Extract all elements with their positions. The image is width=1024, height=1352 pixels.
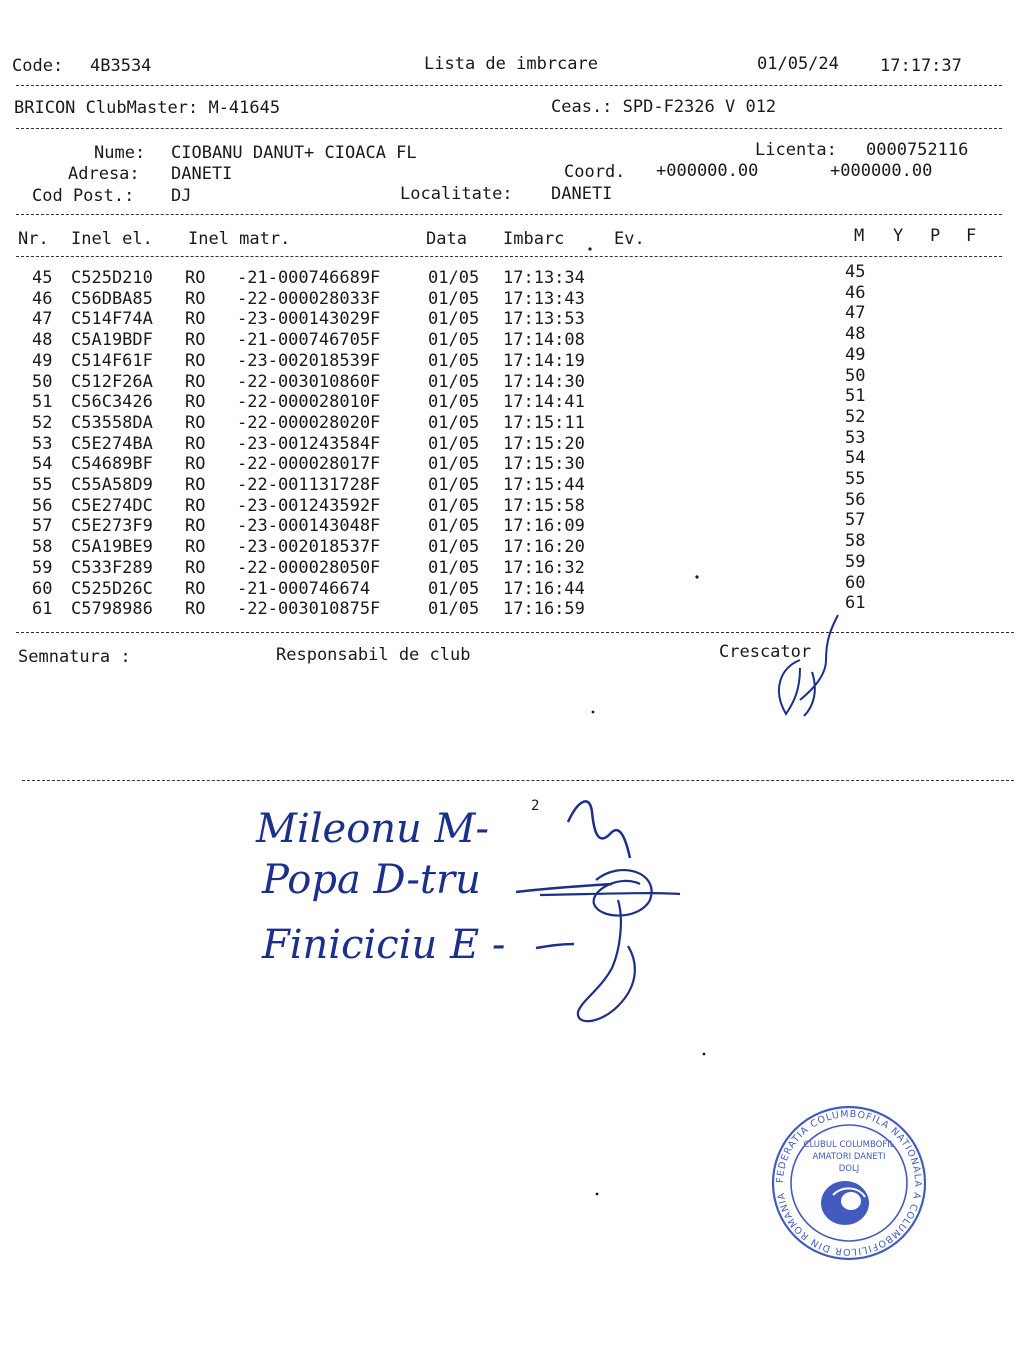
row-inel-el: C514F61F [71,350,153,371]
row-date: 01/05 [428,475,480,495]
row-m: 50 [845,365,866,386]
stray-dot [596,1193,599,1196]
row-nr: 48 [32,330,53,351]
svg-text:CLUBUL COLUMBOFIL: CLUBUL COLUMBOFIL [803,1140,895,1150]
handwritten-name-1: Mileonu M- [256,806,490,852]
row-inel-matr: -22-000028050F [237,557,381,578]
row-date: 01/05 [428,495,480,516]
row-inel-matr: -21-000746705F [237,330,381,351]
row-m: 61 [845,593,866,614]
row-nr: 49 [32,350,53,371]
row-country: RO [185,599,206,620]
row-date: 01/05 [428,537,480,558]
row-date: 01/05 [428,288,480,309]
row-date: 01/05 [428,578,480,599]
row-nr: 56 [32,495,53,516]
print-time: 17:17:37 [880,56,962,76]
row-date: 01/05 [428,454,480,475]
address-value: DANETI [171,164,233,184]
col-y: Y [893,226,904,246]
row-country: RO [185,350,206,371]
row-inel-matr: -23-001243592F [237,495,381,516]
row-time: 17:15:58 [503,495,585,516]
postal-label: Cod Post.: [32,186,135,206]
col-p: P [930,226,941,246]
row-date: 01/05 [428,371,480,392]
row-inel-el: C5A19BE9 [71,537,153,558]
print-date: 01/05/24 [757,54,839,74]
address-label: Adresa: [68,164,140,184]
row-country: RO [185,557,206,578]
row-date: 01/05 [428,599,480,620]
stray-dot [592,711,595,714]
license-value: 0000752116 [866,140,969,160]
row-m: 52 [845,406,866,427]
row-nr: 61 [32,599,53,620]
breeder-label: Crescator [719,642,812,662]
row-m: 59 [845,551,866,572]
row-nr: 60 [32,578,53,599]
stray-dot [695,575,698,578]
col-data: Data [426,229,467,249]
col-inel-matr: Inel matr. [188,229,291,249]
col-f: F [966,226,977,246]
row-nr: 59 [32,557,53,578]
locality-label: Localitate: [400,184,513,204]
row-m: 58 [845,531,866,552]
row-nr: 55 [32,475,53,495]
row-inel-matr: -22-000028020F [237,412,381,433]
row-nr: 51 [32,392,53,413]
row-country: RO [185,330,206,351]
row-time: 17:15:11 [503,412,585,433]
row-time: 17:14:08 [503,330,585,351]
row-inel-el: C5A19BDF [71,330,153,351]
row-inel-el: C56C3426 [71,392,153,413]
row-m: 57 [845,510,866,531]
row-time: 17:14:19 [503,350,585,371]
row-country: RO [185,288,206,309]
code-label: Code: [12,56,64,76]
row-m: 53 [845,427,866,448]
row-country: RO [185,392,206,413]
col-nr: Nr. [18,229,49,249]
row-date: 01/05 [428,412,480,433]
row-time: 17:16:09 [503,516,585,537]
row-inel-el: C5E274DC [71,495,153,516]
row-date: 01/05 [428,309,480,330]
row-inel-el: C533F289 [71,557,153,578]
row-nr: 53 [32,433,53,454]
row-inel-matr: -21-000746674 [237,578,371,599]
row-m: 49 [845,344,866,365]
col-imbarc: Imbarc [503,229,565,249]
row-nr: 57 [32,516,53,537]
row-time: 17:15:44 [503,475,585,495]
row-m: 47 [845,303,866,324]
row-inel-el: C55A58D9 [71,475,153,495]
row-time: 17:15:30 [503,454,585,475]
row-inel-el: C512F26A [71,371,153,392]
row-date: 01/05 [428,350,480,371]
row-nr: 45 [32,268,53,288]
row-m: 54 [845,448,866,469]
row-inel-el: C525D210 [71,268,153,288]
row-date: 01/05 [428,268,480,288]
row-time: 17:14:41 [503,392,585,413]
responsible-label: Responsabil de club [276,645,471,665]
row-inel-matr: -22-001131728F [237,475,381,495]
handwritten-dash-3 [536,944,574,948]
row-country: RO [185,495,206,516]
row-inel-matr: -22-000028017F [237,454,381,475]
row-country: RO [185,433,206,454]
handwritten-name-2: Popa D-tru [262,857,481,903]
row-nr: 58 [32,537,53,558]
row-country: RO [185,475,206,495]
row-inel-el: C5E274BA [71,433,153,454]
breeder-signature [779,615,838,716]
signature-label: Semnatura : [18,647,131,667]
row-time: 17:16:20 [503,537,585,558]
row-inel-matr: -23-002018539F [237,350,381,371]
name-label: Nume: [94,143,146,163]
row-nr: 54 [32,454,53,475]
row-nr: 47 [32,309,53,330]
row-inel-el: C53558DA [71,412,153,433]
row-inel-matr: -22-003010875F [237,599,381,620]
row-date: 01/05 [428,557,480,578]
row-country: RO [185,537,206,558]
locality-value: DANETI [551,184,613,204]
row-inel-matr: -22-000028033F [237,288,381,309]
svg-text:AMATORI DANETI: AMATORI DANETI [812,1152,886,1162]
clock-info: Ceas.: SPD-F2326 V 012 [551,97,777,117]
col-m: M [854,226,865,246]
row-time: 17:13:53 [503,309,585,330]
row-inel-matr: -22-003010860F [237,371,381,392]
document-title: Lista de imbrcare [424,54,598,74]
row-country: RO [185,309,206,330]
row-country: RO [185,412,206,433]
row-inel-matr: -23-001243584F [237,433,381,454]
row-time: 17:16:32 [503,557,585,578]
owner-name: CIOBANU DANUT+ CIOACA FL [171,143,417,163]
row-time: 17:13:34 [503,268,585,288]
handwritten-name-3: Finiciciu E - [262,922,506,968]
row-country: RO [185,454,206,475]
row-country: RO [185,371,206,392]
row-time: 17:13:43 [503,288,585,309]
row-time: 17:16:59 [503,599,585,620]
code-value: 4B3534 [90,56,152,76]
coord-x: +000000.00 [656,161,759,181]
row-country: RO [185,578,206,599]
row-inel-el: C5E273F9 [71,516,153,537]
row-m: 48 [845,324,866,345]
row-date: 01/05 [428,433,480,454]
row-m: 56 [845,489,866,510]
handwritten-squiggle-1 [568,801,630,858]
row-nr: 50 [32,371,53,392]
row-inel-matr: -23-000143029F [237,309,381,330]
stray-dot [703,1053,706,1056]
row-inel-matr: -22-000028010F [237,392,381,413]
postal-value: DJ [171,186,192,206]
row-country: RO [185,268,206,288]
handwritten-dash-2 [516,884,612,892]
coord-label: Coord. [564,162,626,182]
row-date: 01/05 [428,392,480,413]
row-time: 17:15:20 [503,433,585,454]
row-inel-el: C56DBA85 [71,288,153,309]
stray-dot [588,247,591,250]
row-m: 55 [845,469,866,489]
row-time: 17:14:30 [503,371,585,392]
row-m: 60 [845,572,866,593]
club-system: BRICON ClubMaster: M-41645 [14,98,281,118]
row-inel-el: C54689BF [71,454,153,475]
row-inel-matr: -23-002018537F [237,537,381,558]
row-country: RO [185,516,206,537]
row-time: 17:16:44 [503,578,585,599]
row-m: 46 [845,282,866,303]
col-inel-el: Inel el. [71,229,153,249]
row-date: 01/05 [428,330,480,351]
handwritten-superscript: 2 [531,798,540,814]
row-inel-el: C5798986 [71,599,153,620]
svg-text:DOLJ: DOLJ [838,1164,860,1174]
svg-text:FEDERATIA COLUMBOFILA NATIONAL: FEDERATIA COLUMBOFILA NATIONALA A COLUMBOFILILOR DIN ROMANIA [774,1108,924,1258]
row-inel-matr: -21-000746689F [237,268,381,288]
row-inel-matr: -23-000143048F [237,516,381,537]
row-nr: 46 [32,288,53,309]
col-ev: Ev. [614,229,645,249]
row-inel-el: C525D26C [71,578,153,599]
club-stamp [773,1107,925,1259]
row-m: 45 [845,262,866,282]
license-label: Licenta: [755,140,837,160]
row-nr: 52 [32,412,53,433]
coord-y: +000000.00 [830,161,933,181]
row-date: 01/05 [428,516,480,537]
row-m: 51 [845,386,866,407]
row-inel-el: C514F74A [71,309,153,330]
